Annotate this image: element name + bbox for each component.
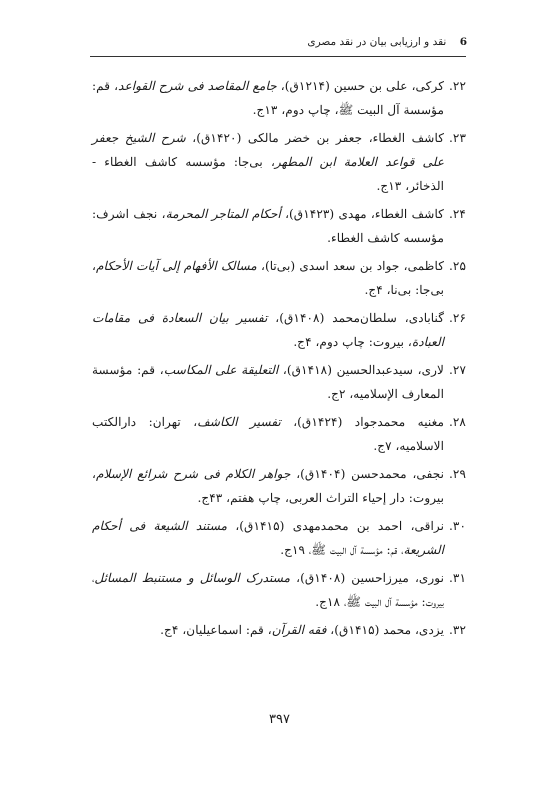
reference-publication: ، بیروت: مؤسسة آل البیت ﷺ، ۱۸ج. xyxy=(92,571,444,609)
reference-number: ۲۸. xyxy=(449,415,466,429)
reference-entry xyxy=(92,306,466,354)
reference-entry xyxy=(92,514,466,562)
reference-publication: ، قم: اسماعیلیان، ۴ج. xyxy=(160,623,272,637)
reference-entry xyxy=(92,126,466,198)
reference-title: التعلیقة علی المکاسب xyxy=(163,363,279,377)
reference-entry xyxy=(92,410,466,458)
reference-publication: ، بیروت: چاپ دوم، ۴ج. xyxy=(293,335,412,349)
reference-number: ۳۱. xyxy=(449,571,466,585)
reference-author: نراقی، احمد بن محمدمهدی (۱۴۱۵ق)، xyxy=(227,519,444,533)
reference-title: شرح الشیخ جعفر علی قواعد العلامة ابن المطهر xyxy=(92,131,444,169)
reference-author: مغنیه محمدجواد (۱۴۲۴ق)، xyxy=(280,415,444,429)
reference-publication: ، قم: مؤسسة آل البیت ﷺ، چاپ دوم، ۱۳ج. xyxy=(92,79,444,117)
reference-number: ۲۴. xyxy=(449,207,466,221)
reference-publication: ، قم: مؤسسة آل البیت ﷺ، ۱۹ج. xyxy=(280,543,404,557)
reference-publication: ، نجف اشرف: مؤسسه کاشف الغطاء. xyxy=(92,207,444,245)
reference-entry xyxy=(92,254,466,302)
reference-entry xyxy=(92,462,466,510)
reference-title: جواهر الکلام فی شرح شرائع الإسلام xyxy=(95,467,291,481)
reference-author: کاشف الغطاء، جعفر بن خضر مالکی (۱۴۲۰ق)، xyxy=(185,131,444,145)
reference-author: یزدی، محمد (۱۴۱۵ق)، xyxy=(326,623,444,637)
reference-entry xyxy=(92,618,466,642)
reference-author: نوری، میرزاحسین (۱۴۰۸ق)، xyxy=(290,571,444,585)
reference-list xyxy=(92,74,466,646)
reference-publication: ، تهران: دارالکتب الاسلامیه، ۷ج. xyxy=(92,415,444,453)
reference-number: ۲۶. xyxy=(449,311,466,325)
reference-number: ۲۷. xyxy=(449,363,466,377)
reference-title: جامع المقاصد فی شرح القواعد xyxy=(118,79,277,93)
reference-author: گنابادی، سلطان‌محمد (۱۴۰۸ق)، xyxy=(267,311,444,325)
reference-publication: ، بی‌جا: بی‌نا، ۴ج. xyxy=(92,259,444,297)
running-header xyxy=(120,35,467,49)
reference-number: ۲۲. xyxy=(449,79,467,93)
reference-title: فقه القرآن xyxy=(271,623,327,637)
reference-entry xyxy=(92,358,466,406)
reference-publication: ، بی‌جا: مؤسسه کاشف الغطاء - الذخائر، ۱۳ج. xyxy=(92,155,444,193)
header-rule xyxy=(90,56,466,57)
reference-author: لاری، سیدعبدالحسین (۱۴۱۸ق)، xyxy=(278,363,444,377)
reference-author: کاظمی، جواد بن سعد اسدی (بی‌تا)، xyxy=(256,259,444,273)
reference-number: ۳۲. xyxy=(449,623,466,637)
reference-entry xyxy=(92,202,466,250)
reference-entry xyxy=(92,566,466,614)
header-page-number: 6 xyxy=(459,36,467,48)
reference-number: ۳۰. xyxy=(449,519,466,533)
reference-author: کرکی، علی بن حسین (۱۲۱۴ق)، xyxy=(276,79,445,93)
reference-number: ۲۹. xyxy=(449,467,466,481)
reference-title: تفسیر الکاشف xyxy=(197,415,281,429)
reference-title: مستدرک الوسائل و مستنبط المسائل xyxy=(94,571,291,585)
page-folio: ۳۹۷ xyxy=(269,712,290,727)
reference-entry xyxy=(92,74,466,122)
reference-title: أحکام المتاجر المحرمة xyxy=(165,207,281,221)
reference-number: ۲۵. xyxy=(449,259,466,273)
reference-title: مسالک الأفهام إلى آیات الأحکام xyxy=(95,259,257,273)
reference-title: مستند الشیعة فی أحکام الشریعة xyxy=(92,519,444,557)
reference-publication: ، بیروت: دار إحیاء التراث العربی، چاپ هفتم، ۴۳ج. xyxy=(92,467,444,505)
reference-title: تفسیر بیان السعادة فی مقامات العبادة xyxy=(92,311,444,349)
reference-author: کاشف الغطاء، مهدی (۱۴۲۳ق)، xyxy=(280,207,444,221)
reference-publication: ، قم: مؤسسة المعارف الإسلامیه، ۲ج. xyxy=(92,363,444,401)
reference-number: ۲۳. xyxy=(449,131,466,145)
reference-author: نجفی، محمدحسن (۱۴۰۴ق)، xyxy=(290,467,444,481)
running-title: نقد و ارزیابی بیان در نقد مصری xyxy=(307,36,447,48)
